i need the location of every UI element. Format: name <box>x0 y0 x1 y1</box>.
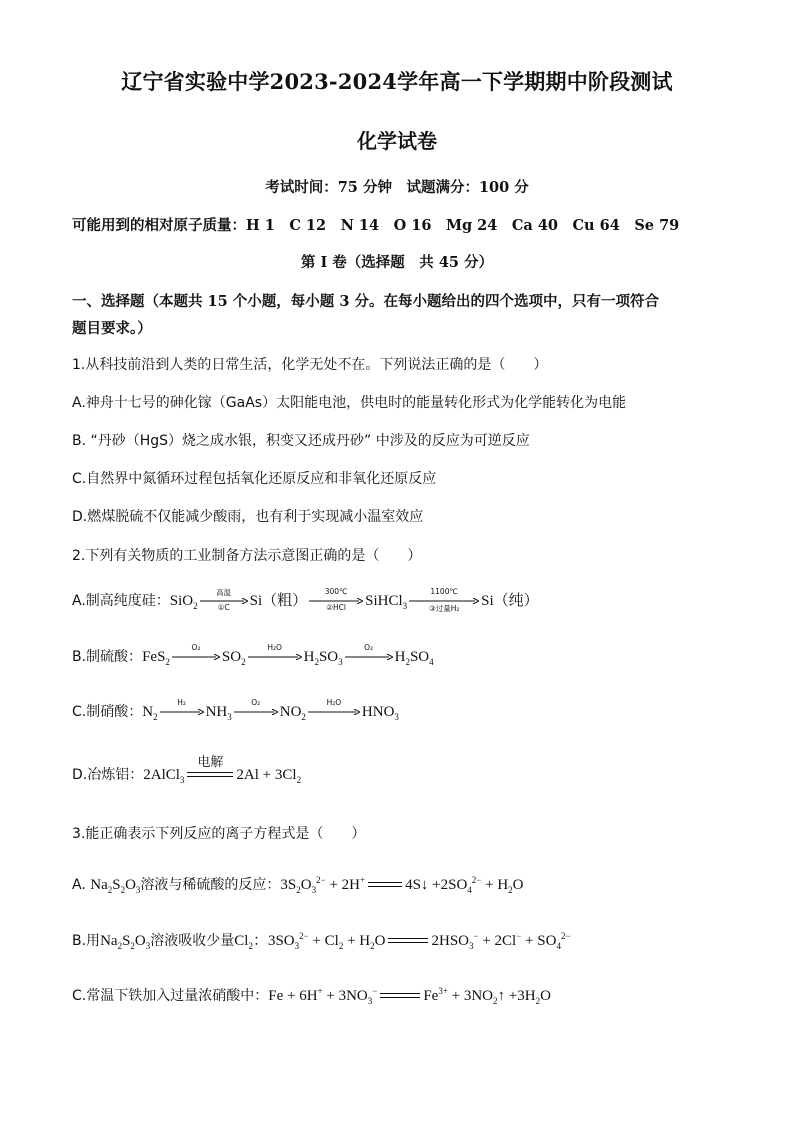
arrow-condition: 电解 <box>197 755 224 770</box>
q3-a-label: A. <box>72 877 91 893</box>
arrow-condition: 300℃ <box>324 587 348 596</box>
arrow-condition: 高温 <box>216 588 232 597</box>
q2-a-label: A.制高纯度硅： <box>72 593 170 609</box>
q2-b-label: B.制硫酸： <box>72 649 143 665</box>
formula: $3S_2O_3^{2-} + 2H^+$ <box>280 875 366 895</box>
q3-option-b <box>72 929 571 950</box>
q3-b-label: B.用 <box>72 933 101 949</box>
formula: 2AlCl$_3$ <box>143 767 185 785</box>
equals-sign <box>368 881 402 889</box>
q3-b-text: 溶液吸收少量 <box>150 933 235 949</box>
formula: $Na_2S_2O_3$ <box>90 877 141 895</box>
reaction-arrow <box>248 643 302 660</box>
section-instructions-2: 题目要求。） <box>72 320 152 337</box>
exam-info: 考试时间：75 分钟 试题满分：100 分 <box>265 179 529 196</box>
formula: $H_2SO_3$ <box>303 649 343 667</box>
arrow-condition: 1100℃ <box>430 587 458 596</box>
q3-stem: 3.能正确表示下列反应的离子方程式是（ ） <box>72 826 366 842</box>
reaction-arrow <box>172 643 220 660</box>
reaction-arrow <box>308 698 360 715</box>
q3-option-c <box>72 985 551 1005</box>
formula: $Cl_2$：$3SO_3^{2-} + Cl_2 + H_2O$ <box>234 931 386 951</box>
part1-heading: 第 I 卷（选择题 共 45 分） <box>300 254 494 271</box>
exam-subtitle: 化学试卷 <box>357 129 437 153</box>
formula: $Fe^{3+}$ + $3NO_2↑ +3H_2O$ <box>423 986 551 1006</box>
atomic-mass-line: 可能用到的相对原子质量：H 1 C 12 N 14 O 16 Mg 24 Ca 40 Cu 64 Se 79 <box>72 217 680 234</box>
formula: $2Al + 3Cl_2$ <box>236 767 302 785</box>
formula: $NH_3$ <box>205 704 232 722</box>
q1-option-d: D.燃煤脱硫不仅能减少酸雨，也有利于实现减小温室效应 <box>72 509 424 525</box>
arrow-condition: ①C <box>217 603 230 612</box>
arrow-condition: H₂O <box>326 698 342 707</box>
arrow-condition: H₂ <box>177 698 186 707</box>
q3-a-text: 溶液与稀硫酸的反应： <box>140 877 281 893</box>
formula: $N_2$ <box>142 704 158 722</box>
formula: SiHCl$_3$ <box>365 593 408 611</box>
formula: Si（粗） <box>249 593 308 609</box>
arrow-condition: O₂ <box>191 643 201 652</box>
formula: $HNO_3$ <box>361 704 399 722</box>
q1-stem: 1.从科技前沿到人类的日常生活，化学无处不在。下列说法正确的是（ ） <box>72 357 548 373</box>
formula: $NO_2$ <box>279 704 306 722</box>
q2-option-a <box>72 587 539 613</box>
reaction-arrow <box>345 643 393 660</box>
arrow-condition: O₂ <box>364 643 374 652</box>
reaction-arrow <box>234 698 278 715</box>
reaction-arrow <box>200 588 248 612</box>
formula: 4S↓ $+2SO_4^{2-} + H_2O$ <box>405 875 524 895</box>
q1-option-b: B. “丹砂（HgS）烧之成水银，积变又还成丹砂” 中涉及的反应为可逆反应 <box>72 433 530 449</box>
formula: FeS$_2$ <box>142 649 170 667</box>
q1-option-a: A.神舟十七号的砷化镓（GaAs）太阳能电池，供电时的能量转化形式为化学能转化为电能 <box>72 395 627 411</box>
q2-c-label: C.制硝酸： <box>72 704 143 720</box>
formula: $SO_2$ <box>221 649 246 667</box>
exam-title: 辽宁省实验中学2023-2024学年高一下学期期中阶段测试 <box>121 69 673 94</box>
q1-option-c: C.自然界中氮循环过程包括氧化还原反应和非氧化还原反应 <box>72 471 437 487</box>
reaction-arrow <box>160 698 204 715</box>
formula: $Fe + 6H^+ + 3NO_3^-$ <box>268 986 378 1006</box>
arrow-condition: ②HCl <box>326 603 346 612</box>
formula: $Na_2S_2O_3$ <box>100 933 151 951</box>
arrow-condition: H₂O <box>267 643 282 652</box>
q2-option-b <box>72 643 434 667</box>
equals-sign <box>187 755 233 779</box>
q2-option-c <box>72 698 399 722</box>
q3-c-label: C.常温下铁加入过量浓硝酸中： <box>72 988 269 1004</box>
q3-option-a <box>72 874 524 894</box>
reaction-arrow <box>309 587 363 612</box>
q2-d-label: D.冶炼铝： <box>72 767 144 783</box>
q2-option-d <box>72 755 302 785</box>
section-instructions-1: 一、选择题（本题共 15 个小题，每小题 3 分。在每小题给出的四个选项中，只有一项符合 <box>72 293 659 310</box>
formula: $H_2SO_4$ <box>394 649 434 667</box>
formula: $2HSO_3^- + 2Cl^- + SO_4^{2-}$ <box>431 931 571 951</box>
equals-sign <box>388 937 428 945</box>
reaction-arrow <box>409 587 479 613</box>
q2-stem: 2.下列有关物质的工业制备方法示意图正确的是（ ） <box>72 548 422 564</box>
equals-sign <box>380 992 420 1000</box>
formula: SiO$_2$ <box>169 593 198 611</box>
arrow-condition: ③过量H₂ <box>428 604 460 613</box>
arrow-condition: O₂ <box>251 698 261 707</box>
formula: Si（纯） <box>481 593 539 609</box>
